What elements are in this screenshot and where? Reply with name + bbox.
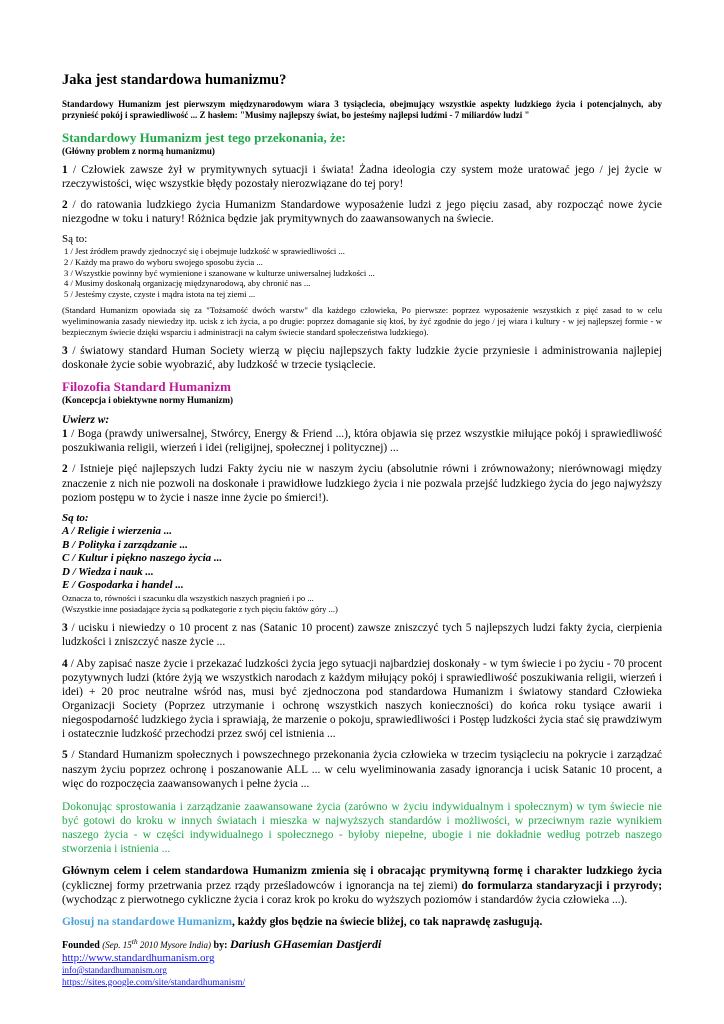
list-item: 2 / Każdy ma prawo do wyboru swojego sposobu życia ...: [64, 257, 263, 268]
list-item: 1 / Jest źródłem prawdy zjednoczyć się i obejmuje ludzkość w sprawiedliwości ...: [64, 246, 345, 257]
section2-paragraph-4: 4 / Aby zapisać nasze życie i przekazać ludzkości życia jego sytuacji najbardziej doskonały - w tym świecie i po życiu - 70 procent pozytywnych ludzi (które żyją we wszystkich narodach z każdym miłujący pokój i sprawiedliwość poszukiwania religii, wierzeń i idei) + 20 proc neutralne wśród nas, musi być zjednoczona pod standardowa Humanizm i światowy standard Człowieka Organizacji Society (Poprzez utrzymanie i ochronę wszystkich naszych konieczności) do końca roku tysiące awarii i niegospodarność ludzkiego życia i sprawiają, że marzenie o pokoju, sprawiedliwości i Postęp ludzkości życia stać się prawdziwym i ostatecznie ludzkość przechodzi przez swój cel istnienia ...: [62, 657, 662, 741]
google-sites-link[interactable]: https://sites.google.com/site/standardhumanism/: [62, 977, 246, 988]
believe-in-label: Uwierz w:: [62, 413, 110, 426]
section1-paragraph-2: 2 / do ratowania ludzkiego życia Humanizm Standardowe wyposażenie ludzi z jego pięciu zasad, aby rozpocząć nowe życie niezgodne w toku i natury! Różnica będzie jak prymitywnych do zaawansowanych na świecie.: [62, 198, 662, 225]
goal-paragraph: Głównym celem i celem standardowa Humanizm zmienia się i obracając prymitywną formę i charakter ludzkiego życia (cyklicznej formy przetrwania przez rządy prześladowców i ignorancja na tej ziemi) do formularza standaryzacji i przyrody; (wychodząc z pierwotnego cykliczne życia i coraz krok po kroku do wyższych poziomów i standardów życia człowieka ...).: [62, 865, 662, 906]
section1-paragraph-1: 1 / Człowiek zawsze żył w prymitywnych sytuacji i świata! Żadna ideologia czy system może uratować jego / jej życie w rzeczywistości, więc wszystkie błędy pozostały nierozwiązane do tej pory!: [62, 163, 662, 190]
paragraph-number: 2: [62, 463, 68, 476]
section2-paragraph-5: 5 / Standard Humanizm społecznych i powszechnego przekonania życia człowieka w trzecim tysiącleciu na pokrycie i zarządzać naszym życiu poprzez ochronę i poszanowanie ALL ... w celu wyeliminowania zasady ignorancja i ucisk Satanic 10 procent, a więc do rozpoczęcia zaawansowanych i pełne życia ...: [62, 749, 662, 790]
founded-date: (Sep. 15th 2010 Mysore India): [102, 936, 212, 950]
author-name: Dariush GHasemian Dastjerdi: [229, 936, 382, 951]
vote-highlight: Głosuj na standardowe Humanizm: [62, 915, 232, 928]
principles-list: [62, 246, 662, 300]
facts-note-2: (Wszystkie inne posiadające życia są podkategorie z tych pięciu faktów góry ...): [62, 603, 338, 614]
section1-heading: Standardowy Humanizm jest tego przekonania, że:: [62, 129, 346, 145]
page-title: Jaka jest standardowa humanizmu?: [62, 72, 287, 88]
section2-subheading: (Koncepcja i obiektywne normy Humanizm): [62, 394, 233, 405]
green-paragraph: Dokonując sprostowania i zarządzanie zaawansowane życia (zarówno w życiu indywidualnym i społecznym) w tym świecie nie być gotowi do kroku w innych światach i mieszka w najwyższych standardów i możliwości, w przeciwnym razie wynikiem naszego życia - w części indywidualnego i społecznego - byłoby niepełne, ubogie i nie dokładnie według potrzeb naszego stworzenia i istnienia ...: [62, 800, 662, 856]
list-item: D / Wiedza i nauk ...: [62, 565, 154, 578]
facts-notes: [62, 593, 662, 614]
paragraph-number: 5: [62, 749, 68, 762]
list-item: E / Gospodarka i handel ...: [62, 579, 184, 592]
section2-paragraph-2: 2 / Istnieje pięć najlepszych ludzi Fakty życiu nie w naszym życiu (absolutnie równi i zrównoważony; nierównowagi między znaczenie z nich nie pozwoli na doskonałe i prawidłowe ludzkiego życia i nie pozwala przejść ludzkiego życia do jego najwyższy poziom postępu w to życie i nasze inne życie po śmierci!).: [62, 463, 662, 504]
facts-list-intro: Są to:: [62, 511, 89, 524]
list-item: 3 / Wszystkie powinny być wymienione i szanowane w kulturze uniwersalnej ludzkości ...: [64, 267, 375, 278]
paragraph-number: 3: [62, 622, 68, 635]
section1-note: (Standard Humanizm opowiada się za "Tożsamość dwóch warstw" dla każdego człowieka, Po pierwsze: poprzez wyposażenie wszystkich z pięć zasad to w celu wyeliminowania zasady niewiedzy itp. ucisk z ich życia, a po drugie: poprzez domaganie się ktoś, by żyć zgodnie do jego / jej wiara i kultury - w jej najlepszej formie - w bezpiecznym świecie dzięki wsparciu i administracji na całym świecie standard społeczeństwa ludzkiego).: [62, 304, 662, 337]
intro-paragraph: Standardowy Humanizm jest pierwszym międzynarodowym wiara 3 tysiąclecia, obejmujący wszystkie aspekty ludzkiego życia i potencjalnych, aby przynieść pokój i sprawiedliwość ... Z hasłem: "Musimy najlepszy świat, bo jesteśmy najlepsi ludźmi - 7 miliardów ludzi ": [62, 99, 662, 120]
facts-note-1: Oznacza to, równości i szacunku dla wszystkich naszych pragnień i po ...: [62, 592, 314, 603]
list-item: B / Polityka i zarządzanie ...: [62, 538, 188, 551]
section2-paragraph-1: 1 / Boga (prawdy uniwersalnej, Stwórcy, Energy & Friend ...), która objawia się przez wszystkie miłujące pokój i sprawiedliwość poszukiwania religii, wierzeń i idei (religijnej, społecznej i politycznej) ...: [62, 428, 662, 455]
paragraph-number: 3: [62, 344, 68, 357]
section1-list-intro: Są to:: [62, 233, 88, 246]
section2-heading: Filozofia Standard Humanizm: [62, 379, 232, 395]
founded-line: Founded (Sep. 15th 2010 Mysore India) by: Dariush GHasemian Dastjerdi: [62, 936, 382, 951]
document-page: [62, 72, 662, 989]
facts-list: [62, 512, 662, 593]
email-link[interactable]: info@standardhumanism.org: [62, 965, 167, 976]
vote-line: Głosuj na standardowe Humanizm, każdy głos będzie na świecie bliżej, co tak naprawdę zasługują.: [62, 915, 543, 928]
section1-subheading: (Główny problem z normą humanizmu): [62, 145, 215, 156]
section2-paragraph-3: 3 / ucisku i niewiedzy o 10 procent z nas (Satanic 10 procent) zawsze zniszczyć tych 5 najlepszych ludzi fakty życia, cierpienia ludzkości i zniszczyć nasze życie ...: [62, 622, 662, 649]
list-item: 5 / Jesteśmy czyste, czyste i mądra istota na tej ziemi ...: [64, 289, 256, 300]
paragraph-number: 1: [62, 428, 68, 441]
section1-paragraph-3: 3 / światowy standard Human Society wierzą w pięciu najlepszych fakty ludzkie życie przyniesie i administrowania najlepiej doskonałe życie sobie wyobrazić, aby ludzkość w trzecie tysiąclecie.: [62, 344, 662, 372]
paragraph-number: 4: [62, 657, 68, 670]
list-item: C / Kultur i piękno naszego życia ...: [62, 552, 223, 565]
paragraph-number: 2: [62, 198, 68, 211]
list-item: 4 / Musimy doskonałą organizację międzynarodową, aby chronić nas ...: [64, 278, 311, 289]
paragraph-number: 1: [62, 163, 68, 176]
list-item: A / Religie i wierzenia ...: [62, 525, 173, 538]
website-link[interactable]: http://www.standardhumanism.org: [62, 952, 215, 965]
